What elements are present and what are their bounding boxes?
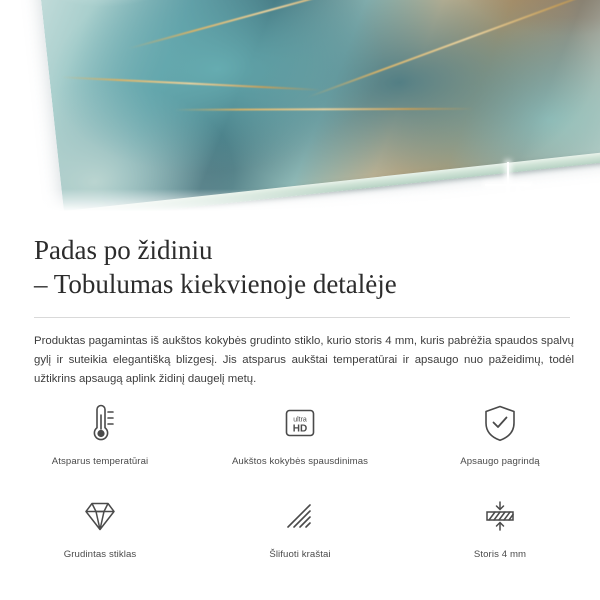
feature-polished-edges: [200, 485, 400, 560]
body-paragraph: Produktas pagamintas iš aukštos kokybės grudinto stiklo, kurio storis 4 mm, kuris pabrėžia spaudos spalvų gylį ir suteikia elegantišką blizgesį. Jis atsparus aukštai temperatūrai ir apsaugo nuo pažeidimų, todėl užtikrins apsaugą aplink židinį daugelį metų.: [34, 335, 574, 385]
thermometer-icon: [77, 400, 123, 446]
thickness-4mm-icon: [477, 493, 523, 539]
feature-label: Apsaugo pagrindą: [460, 456, 540, 467]
feature-label: Atsparus temperatūrai: [51, 456, 149, 467]
shield-check-icon: [477, 400, 523, 446]
gold-vein: [61, 76, 321, 90]
hero-image: [0, 0, 600, 215]
gold-vein: [308, 0, 600, 98]
hero-fade-overlay: [0, 189, 600, 215]
feature-grid: [0, 392, 600, 560]
feature-print-quality: [200, 392, 400, 467]
feature-temperature-resistant: [0, 392, 200, 467]
divider: [34, 317, 570, 318]
feature-row-1: [0, 392, 600, 467]
svg-text:HD: HD: [292, 423, 308, 435]
polished-edges-icon: [277, 493, 323, 539]
page-title: [34, 233, 574, 301]
feature-tempered-glass: [0, 485, 200, 560]
feature-label: Aukštos kokybės spausdinimas: [231, 456, 369, 467]
feature-label: Storis 4 mm: [473, 549, 527, 560]
diamond-icon: [77, 493, 123, 539]
gold-vein: [128, 0, 418, 50]
svg-text:ultra: ultra: [293, 416, 307, 424]
description-content: [0, 215, 600, 389]
feature-thickness: [400, 485, 600, 560]
ultra-hd-icon: [277, 400, 323, 446]
gold-vein: [174, 108, 474, 111]
feature-label: Šlifuoti kraštai: [269, 549, 331, 560]
feature-label: Grudintas stiklas: [63, 549, 137, 560]
feature-surface-protection: [400, 392, 600, 467]
headline-line-1: Padas po židiniu: [34, 235, 213, 265]
feature-row-2: [0, 485, 600, 560]
headline-line-2: – Tobulumas kiekvienoje detalėje: [34, 269, 397, 299]
